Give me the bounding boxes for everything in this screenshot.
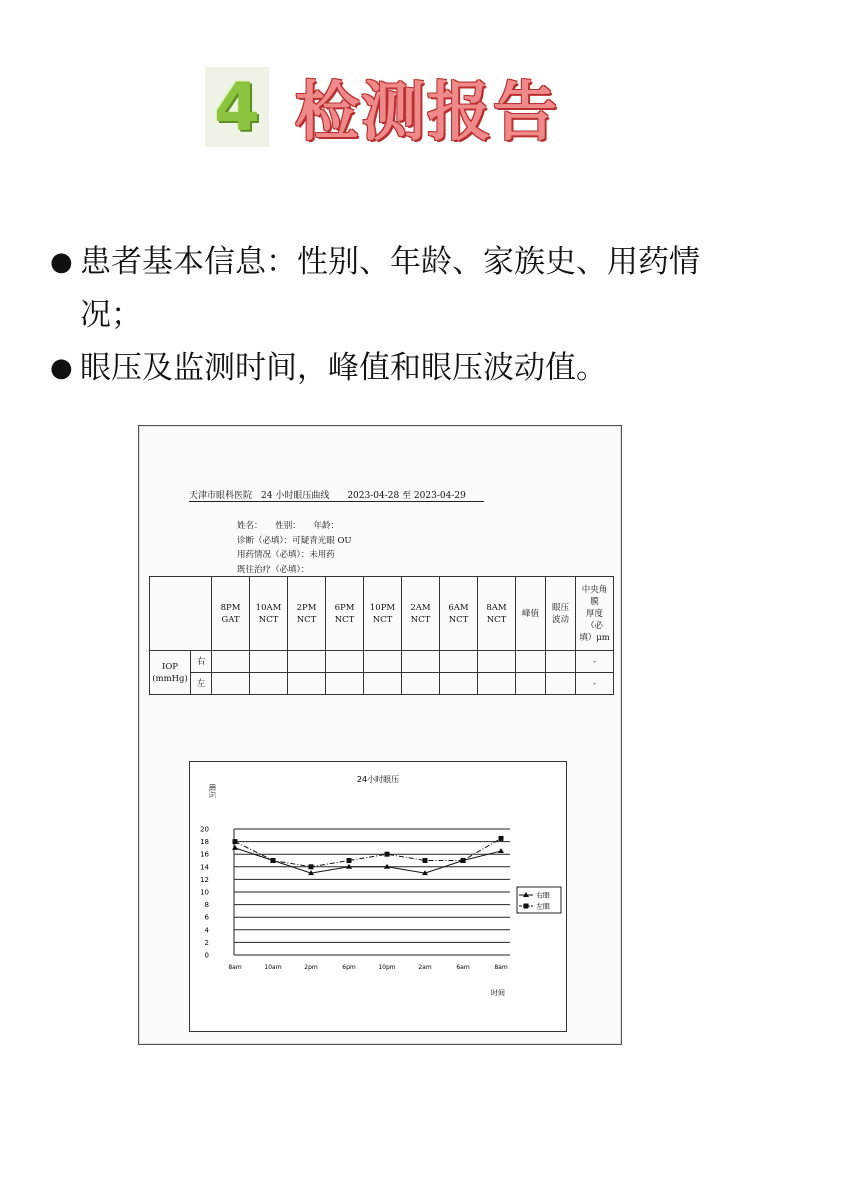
y-tick-label: 0	[204, 951, 209, 960]
prior-treatment-line: 既往治疗（必填）：	[237, 565, 310, 575]
data-point-left-eye	[309, 864, 314, 869]
col-header: 6AM NCT	[440, 577, 478, 651]
col-header: 8PM GAT	[212, 577, 250, 651]
x-tick-label: 10pm	[378, 964, 396, 971]
data-point-left-eye	[347, 858, 352, 863]
data-point-right-eye	[232, 845, 238, 850]
bullet-item	[50, 342, 810, 395]
section-title: 检测报告	[295, 76, 559, 150]
data-point-left-eye	[423, 858, 428, 863]
table-row	[150, 673, 614, 695]
table-header-row	[150, 577, 614, 651]
x-tick-label: 8am	[228, 964, 242, 971]
y-tick-label: 4	[204, 926, 209, 935]
col-header: 2AM NCT	[402, 577, 440, 651]
y-tick-label: 8	[204, 901, 209, 910]
chart-title: 24小时眼压	[356, 775, 400, 784]
diagnosis-line: 诊断（必填）：可疑青光眼 OU	[237, 536, 352, 546]
y-tick-label: 20	[200, 825, 209, 834]
bullet-text: 眼压及监测时间，峰值和眼压波动值。	[80, 350, 607, 386]
legend-label: 左眼	[536, 902, 550, 911]
y-tick-label: 2	[204, 938, 209, 947]
iop-chart-svg	[190, 762, 566, 1031]
x-tick-label: 2pm	[304, 964, 318, 971]
col-header: 8AM NCT	[478, 577, 516, 651]
bullet-item	[50, 236, 810, 342]
table-row	[150, 651, 614, 673]
medication-line: 用药情况（必填）：未用药	[237, 550, 335, 560]
x-axis-label: 时间	[491, 989, 505, 997]
y-tick-label: 18	[200, 838, 209, 847]
x-tick-label: 6am	[456, 964, 470, 971]
x-tick-label: 6pm	[342, 964, 356, 971]
iop-table	[149, 576, 614, 695]
col-header: 10PM NCT	[364, 577, 402, 651]
iop-chart	[189, 761, 567, 1032]
table-corner-cell	[150, 577, 212, 651]
bullet-dot-icon: ●	[50, 247, 73, 277]
col-header: 眼压 波动	[546, 577, 576, 651]
legend-label: 右眼	[536, 891, 550, 900]
patient-info-line: 姓名： 性别： 年龄：	[237, 521, 340, 531]
data-point-left-eye	[461, 858, 466, 863]
col-header: 中央角 膜 厚度 （必 填）μm	[576, 577, 614, 651]
cct-value: -	[576, 651, 614, 673]
y-tick-label: 16	[200, 850, 209, 859]
report-header: 天津市眼科医院 24 小时眼压曲线 2023-04-28 至 2023-04-29	[189, 491, 466, 501]
bullet-dot-icon: ●	[50, 353, 73, 383]
col-header: 6PM NCT	[326, 577, 364, 651]
data-point-right-eye	[498, 848, 504, 853]
cct-value: -	[576, 673, 614, 695]
data-point-left-eye	[499, 836, 504, 841]
bullet-list	[50, 236, 810, 395]
legend-marker-square-icon	[524, 904, 529, 909]
x-tick-label: 8am	[494, 964, 508, 971]
y-tick-label: 6	[204, 913, 209, 922]
col-header: 2PM NCT	[288, 577, 326, 651]
x-tick-label: 10am	[264, 964, 282, 971]
y-tick-label: 14	[200, 863, 209, 872]
bullet-text: 患者基本信息：性别、年龄、家族史、用药情 况；	[80, 244, 700, 333]
eye-label: 左	[191, 673, 212, 695]
report-scan	[138, 425, 622, 1045]
data-point-left-eye	[233, 839, 238, 844]
data-point-right-eye	[384, 864, 390, 869]
y-tick-label: 12	[200, 875, 209, 884]
y-tick-label: 10	[200, 888, 209, 897]
x-tick-label: 2am	[418, 964, 432, 971]
data-point-right-eye	[346, 864, 352, 869]
col-header: 10AM NCT	[250, 577, 288, 651]
y-axis-label: 眼压	[208, 784, 216, 798]
data-point-left-eye	[271, 858, 276, 863]
section-heading	[205, 62, 559, 152]
row-label: IOP (mmHg)	[150, 651, 191, 695]
report-header-underline	[189, 501, 484, 502]
section-number-badge: 4	[205, 67, 269, 147]
col-header: 峰值	[516, 577, 546, 651]
data-point-left-eye	[385, 852, 390, 857]
eye-label: 右	[191, 651, 212, 673]
